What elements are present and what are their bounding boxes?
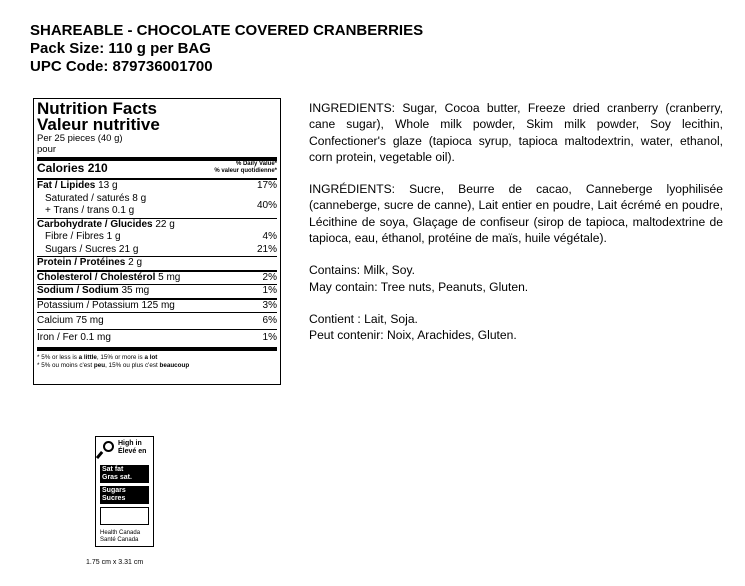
upc-code: UPC Code: 879736001700 <box>30 58 213 75</box>
pack-size: Pack Size: 110 g per BAG <box>30 40 211 57</box>
ingredients-en: INGREDIENTS: Sugar, Cocoa butter, Freeze dried cranberry (cranberry, cane sugar), Whole milk powder, Skim milk powder, Soy lecithin, Confectioner's glaze (tapioca syrup, tapioca maltodextrin, water, ethanol, corn protein, vegetable oil). <box>309 101 723 164</box>
protein-row: Protein / Protéines 2 g <box>37 257 143 268</box>
calcium-row: Calcium 75 mg 6% <box>37 313 277 330</box>
iron-row: Iron / Fer 0.1 mg 1% <box>37 332 277 343</box>
trans-row: + Trans / trans 0.1 g <box>45 205 135 216</box>
ingredients-fr: INGRÉDIENTS: Sucre, Beurre de cacao, Canneberge lyophilisée (canneberge, sucre de canne), Lait entier en poudre, Lait écrémé en poudre, Lécithine de soya, Glaçage de confiseur (sirop de tapioca, maltodextrine de tapioca, eau, éthanol, protéine de maïs, huile végétale). <box>309 182 723 246</box>
saturated-trans-group: Saturated / saturés 8 g + Trans / trans 0.1 g 40% <box>37 193 277 219</box>
high-in-label: High in <box>118 440 142 447</box>
product-title: SHAREABLE - CHOCOLATE COVERED CRANBERRIES <box>30 22 424 39</box>
sat-fat-badge: Sat fat Gras sat. <box>100 465 149 483</box>
may-contain-fr: Peut contenir: Noix, Arachides, Gluten. <box>309 328 517 343</box>
sugars-row: Sugars / Sucres 21 g 21% <box>37 244 277 258</box>
front-of-package-symbol <box>95 436 154 547</box>
empty-badge <box>100 507 149 525</box>
calories: Calories 210 <box>37 161 108 175</box>
ingredients-section <box>309 100 723 360</box>
contains-fr: Contient : Lait, Soja. <box>309 311 418 326</box>
symbol-dimensions: 1.75 cm x 3.31 cm <box>86 559 144 566</box>
fat-row: Fat / Lipides 13 g 17% <box>37 180 277 191</box>
daily-value-footnote: * 5% or less is a little, 15% or more is a lot * 5% ou moins c'est peu, 15% ou plus c'est beaucoup <box>37 354 190 369</box>
nutrition-title-fr: Valeur nutritive <box>37 115 160 134</box>
product-header <box>30 22 423 76</box>
eleve-en-label: Élevé en <box>118 448 147 455</box>
sodium-row: Sodium / Sodium 35 mg 1% <box>37 285 277 296</box>
cholesterol-row: Cholesterol / Cholestérol 5 mg 2% <box>37 272 277 286</box>
potassium-row: Potassium / Potassium 125 mg 3% <box>37 300 277 314</box>
nutrition-facts-table <box>33 98 281 385</box>
serving-size-fr: pour <box>37 144 57 155</box>
saturated-row: Saturated / saturés 8 g <box>45 192 147 204</box>
may-contain-en: May contain: Tree nuts, Peanuts, Gluten. <box>309 279 529 294</box>
serving-size: Per 25 pieces (40 g) <box>37 133 123 144</box>
health-canada-label: Health Canada Santé Canada <box>100 530 141 543</box>
fibre-row: Fibre / Fibres 1 g 4% <box>45 231 277 242</box>
sugars-badge: Sugars Sucres <box>100 486 149 504</box>
magnifying-glass-icon <box>100 440 118 460</box>
carbohydrate-row: Carbohydrate / Glucides 22 g <box>37 218 175 230</box>
contains-en: Contains: Milk, Soy. <box>309 263 415 278</box>
calories-row <box>37 161 277 178</box>
nutrition-title-en: Nutrition Facts <box>37 99 157 118</box>
daily-value-header: % Daily Value* % valeur quotidienne* <box>214 161 277 174</box>
